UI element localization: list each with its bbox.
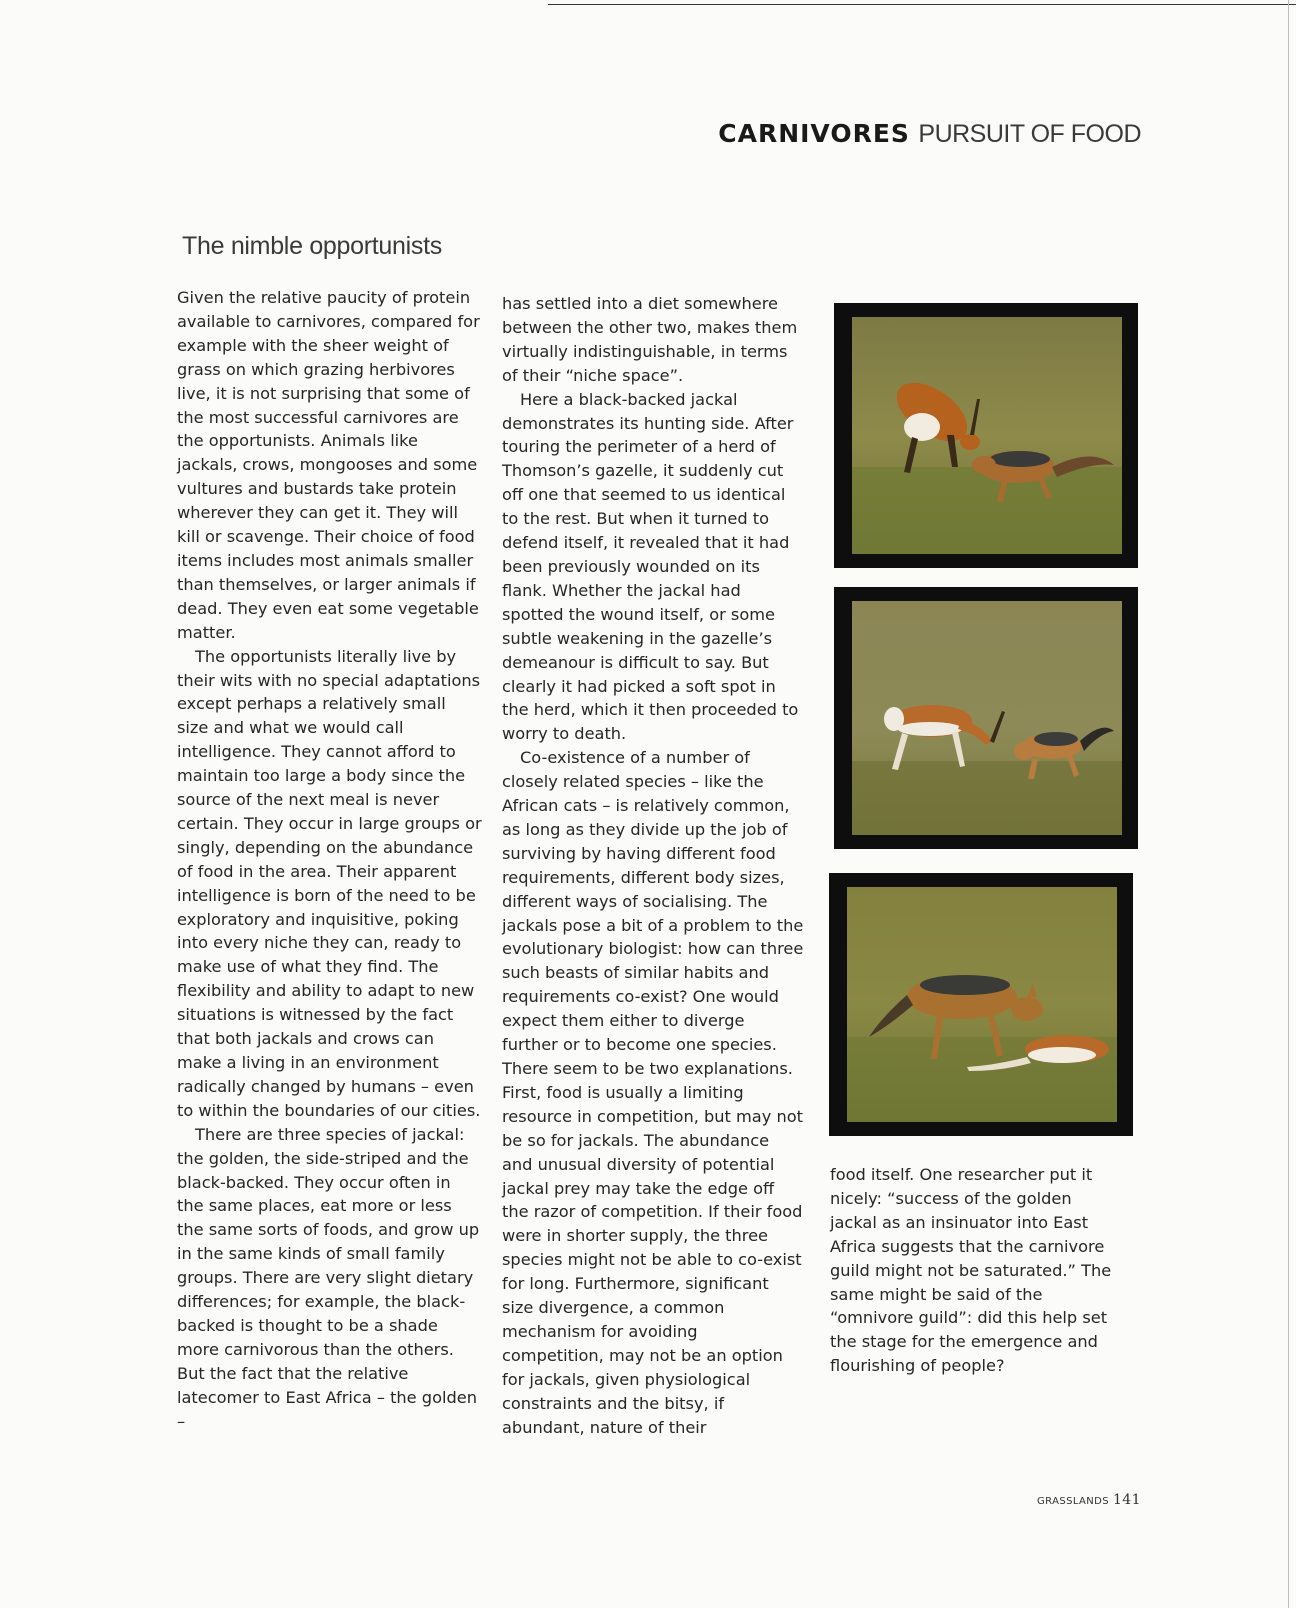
paragraph: Here a black-backed jackal demonstrates its hunting side. After touring the perimeter of a herd of Thomson’s gazelle, it suddenly cut off one that seemed to us identical to the rest. But when it turned to defend itself, it revealed that it had been previously wounded on its flank. Whether the jackal had spotted the wound itself, or some subtle weakening in the gazelle’s demeanour is difficult to say. But clearly it had picked a soft spot in the herd, which it then proceeded to worry to death. (502, 389, 799, 744)
paragraph: There are three species of jackal: the golden, the side-striped and the black-backed. They occur often in the same places, eat more or less the same sorts of foods, and grow up in the same kinds of small family groups. There are very slight dietary differences; for example, the black-backed is thought to be a shade more carnivorous than the others. But the fact that the relative latecomer to East Africa – the golden – (177, 1124, 480, 1431)
footer-book-title: GRASSLANDS (1037, 1496, 1109, 1507)
page-edge (1288, 0, 1289, 1608)
text-column-2 (502, 292, 804, 1440)
header-section: CARNIVORES (718, 119, 910, 148)
paragraph: food itself. One researcher put it nicely: “success of the golden jackal as an insinuator into East Africa suggests that the carnivore guild might not be saturated.” The same might be said of the “omnivore guild”: did this help set the stage for the emergence and flourishing of people? (830, 1165, 1112, 1376)
paragraph: Co-existence of a number of closely related species – like the African cats – is relatively common, as long as they divide up the job of surviving by having different food requirements, different body sizes, different ways of socialising. The jackals pose a bit of a problem to the evolutionary biologist: how can three such beasts of similar habits and requirements co-exist? One would expect them either to diverge further or to become one species. There seem to be two explanations. First, food is usually a limiting resource in competition, but may not be so for jackals. The abundance and unusual diversity of potential jackal prey may take the edge off the razor of competition. If their food were in shorter supply, the three species might not be able to co-exist for long. Furthermore, significant size divergence, a common mechanism for avoiding competition, may not be an option for jackals, given physiological constraints and the bitsy, if abundant, nature of their (502, 748, 804, 1437)
header-topic: PURSUIT OF FOOD (918, 120, 1141, 148)
photo-image (852, 317, 1122, 554)
page-number: 141 (1113, 1492, 1141, 1508)
photo-image (852, 601, 1122, 835)
text-column-3 (830, 1163, 1120, 1378)
paragraph: has settled into a diet somewhere between the other two, makes them virtually indistinguishable, in terms of their “niche space”. (502, 294, 798, 385)
photo-jackal-gazelle-2 (834, 587, 1138, 849)
page-footer (1037, 1492, 1141, 1508)
article-subhead: The nimble opportunists (182, 232, 442, 260)
photo-jackal-gazelle-3 (829, 873, 1133, 1136)
paragraph: The opportunists literally live by their wits with no special adaptations except perhaps a relatively small size and what we would call intelligence. They cannot afford to maintain too large a body since the source of the next meal is never certain. They occur in large groups or singly, depending on the abundance of food in the area. Their apparent intelligence is born of the need to be exploratory and inquisitive, poking into every niche they can, ready to make use of what they find. The flexibility and ability to adapt to new situations is witnessed by the fact that both jackals and crows can make a living in an environment radically changed by humans – even to within the boundaries of our cities. (177, 646, 482, 1120)
photo-image (847, 887, 1117, 1122)
text-column-1 (177, 286, 482, 1434)
paragraph: Given the relative paucity of protein available to carnivores, compared for example with the sheer weight of grass on which grazing herbivores live, it is not surprising that some of the most successful carnivores are the opportunists. Animals like jackals, crows, mongooses and some vultures and bustards take protein wherever they can get it. They will kill or scavenge. Their choice of food items includes most animals smaller than themselves, or larger animals if dead. They even eat some vegetable matter. (177, 288, 480, 642)
photo-jackal-gazelle-1 (834, 303, 1138, 568)
top-rule (548, 4, 1296, 5)
running-header (718, 119, 1141, 149)
